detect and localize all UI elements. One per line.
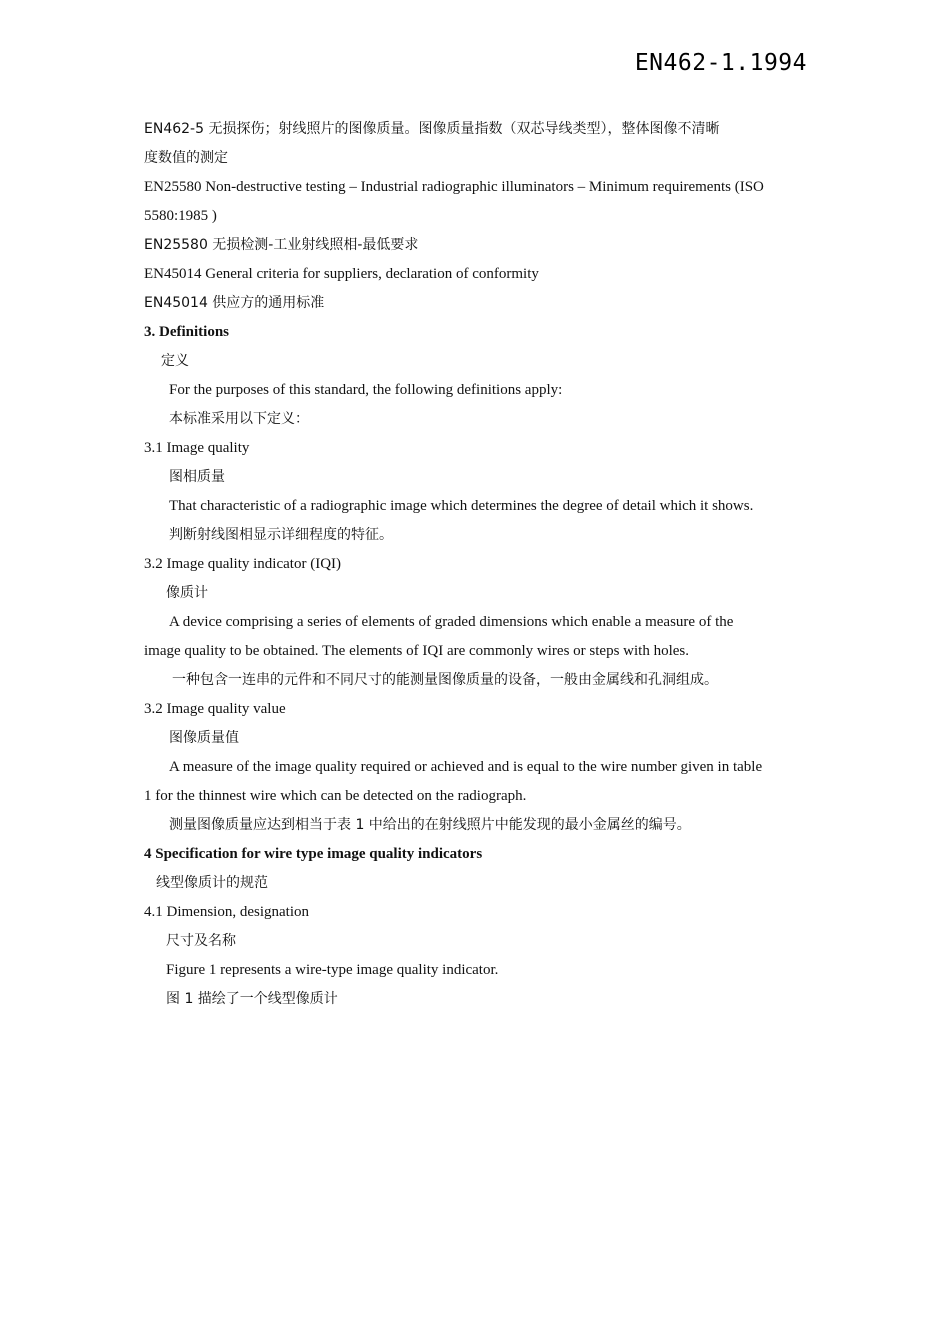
reference-en45014-cn: EN45014 供应方的通用标准 [144, 295, 325, 311]
section-4-1-heading: 4.1 Dimension, designation [144, 904, 309, 920]
section-3-2b-definition-cn: 测量图像质量应达到相当于表 1 中给出的在射线照片中能发现的最小金属丝的编号。 [169, 817, 691, 833]
section-3-2-heading: 3.2 Image quality indicator (IQI) [144, 556, 342, 572]
section-3-2b-definition-en-cont: 1 for the thinnest wire which can be detected on the radiograph. [144, 788, 527, 804]
section-3-2b-heading: 3.2 Image quality value [144, 701, 286, 717]
section-3-1-definition-cn: 判断射线图相显示详细程度的特征。 [169, 527, 393, 543]
section-3-1-heading-cn: 图相质量 [169, 469, 225, 485]
section-4-1-heading-cn: 尺寸及名称 [166, 933, 236, 949]
reference-en45014-en: EN45014 General criteria for suppliers, declaration of conformity [144, 266, 539, 282]
section-4-heading: 4 Specification for wire type image quality indicators [144, 846, 483, 862]
section-3-heading: 3. Definitions [144, 324, 230, 340]
section-3-2-definition-en-cont: image quality to be obtained. The elements of IQI are commonly wires or steps with holes. [144, 643, 690, 659]
section-3-1-definition-en: That characteristic of a radiographic image which determines the degree of detail which it shows. [169, 498, 754, 514]
section-4-heading-cn: 线型像质计的规范 [156, 875, 268, 891]
section-3-2-definition-en: A device comprising a series of elements of graded dimensions which enable a measure of the [169, 614, 734, 630]
document-body [144, 115, 809, 1014]
reference-en25580-en-cont: 5580:1985 ) [144, 208, 217, 224]
reference-en25580-en: EN25580 Non-destructive testing – Industrial radiographic illuminators – Minimum requirements (ISO [144, 179, 764, 195]
section-3-1-heading: 3.1 Image quality [144, 440, 250, 456]
section-3-2-heading-cn: 像质计 [166, 585, 208, 601]
reference-en462-5-cn-cont: 度数值的测定 [144, 150, 228, 166]
document-id-header: EN462-1.1994 [634, 50, 807, 76]
figure-1-reference-en: Figure 1 represents a wire-type image quality indicator. [166, 962, 499, 978]
figure-1-reference-cn: 图 1 描绘了一个线型像质计 [166, 991, 338, 1007]
definitions-intro-cn: 本标准采用以下定义： [169, 411, 309, 427]
section-3-2b-heading-cn: 图像质量值 [169, 730, 239, 746]
definitions-intro-en: For the purposes of this standard, the following definitions apply: [169, 382, 563, 398]
reference-en462-5-cn: EN462-5 无损探伤；射线照片的图像质量。图像质量指数（双芯导线类型），整体图像不清晰 [144, 121, 720, 137]
reference-en25580-cn: EN25580 无损检测-工业射线照相-最低要求 [144, 237, 419, 253]
section-3-heading-cn: 定义 [161, 353, 189, 369]
section-3-2b-definition-en: A measure of the image quality required or achieved and is equal to the wire number given in table [169, 759, 763, 775]
section-3-2-definition-cn: 一种包含一连串的元件和不同尺寸的能测量图像质量的设备，一般由金属线和孔洞组成。 [172, 672, 718, 688]
